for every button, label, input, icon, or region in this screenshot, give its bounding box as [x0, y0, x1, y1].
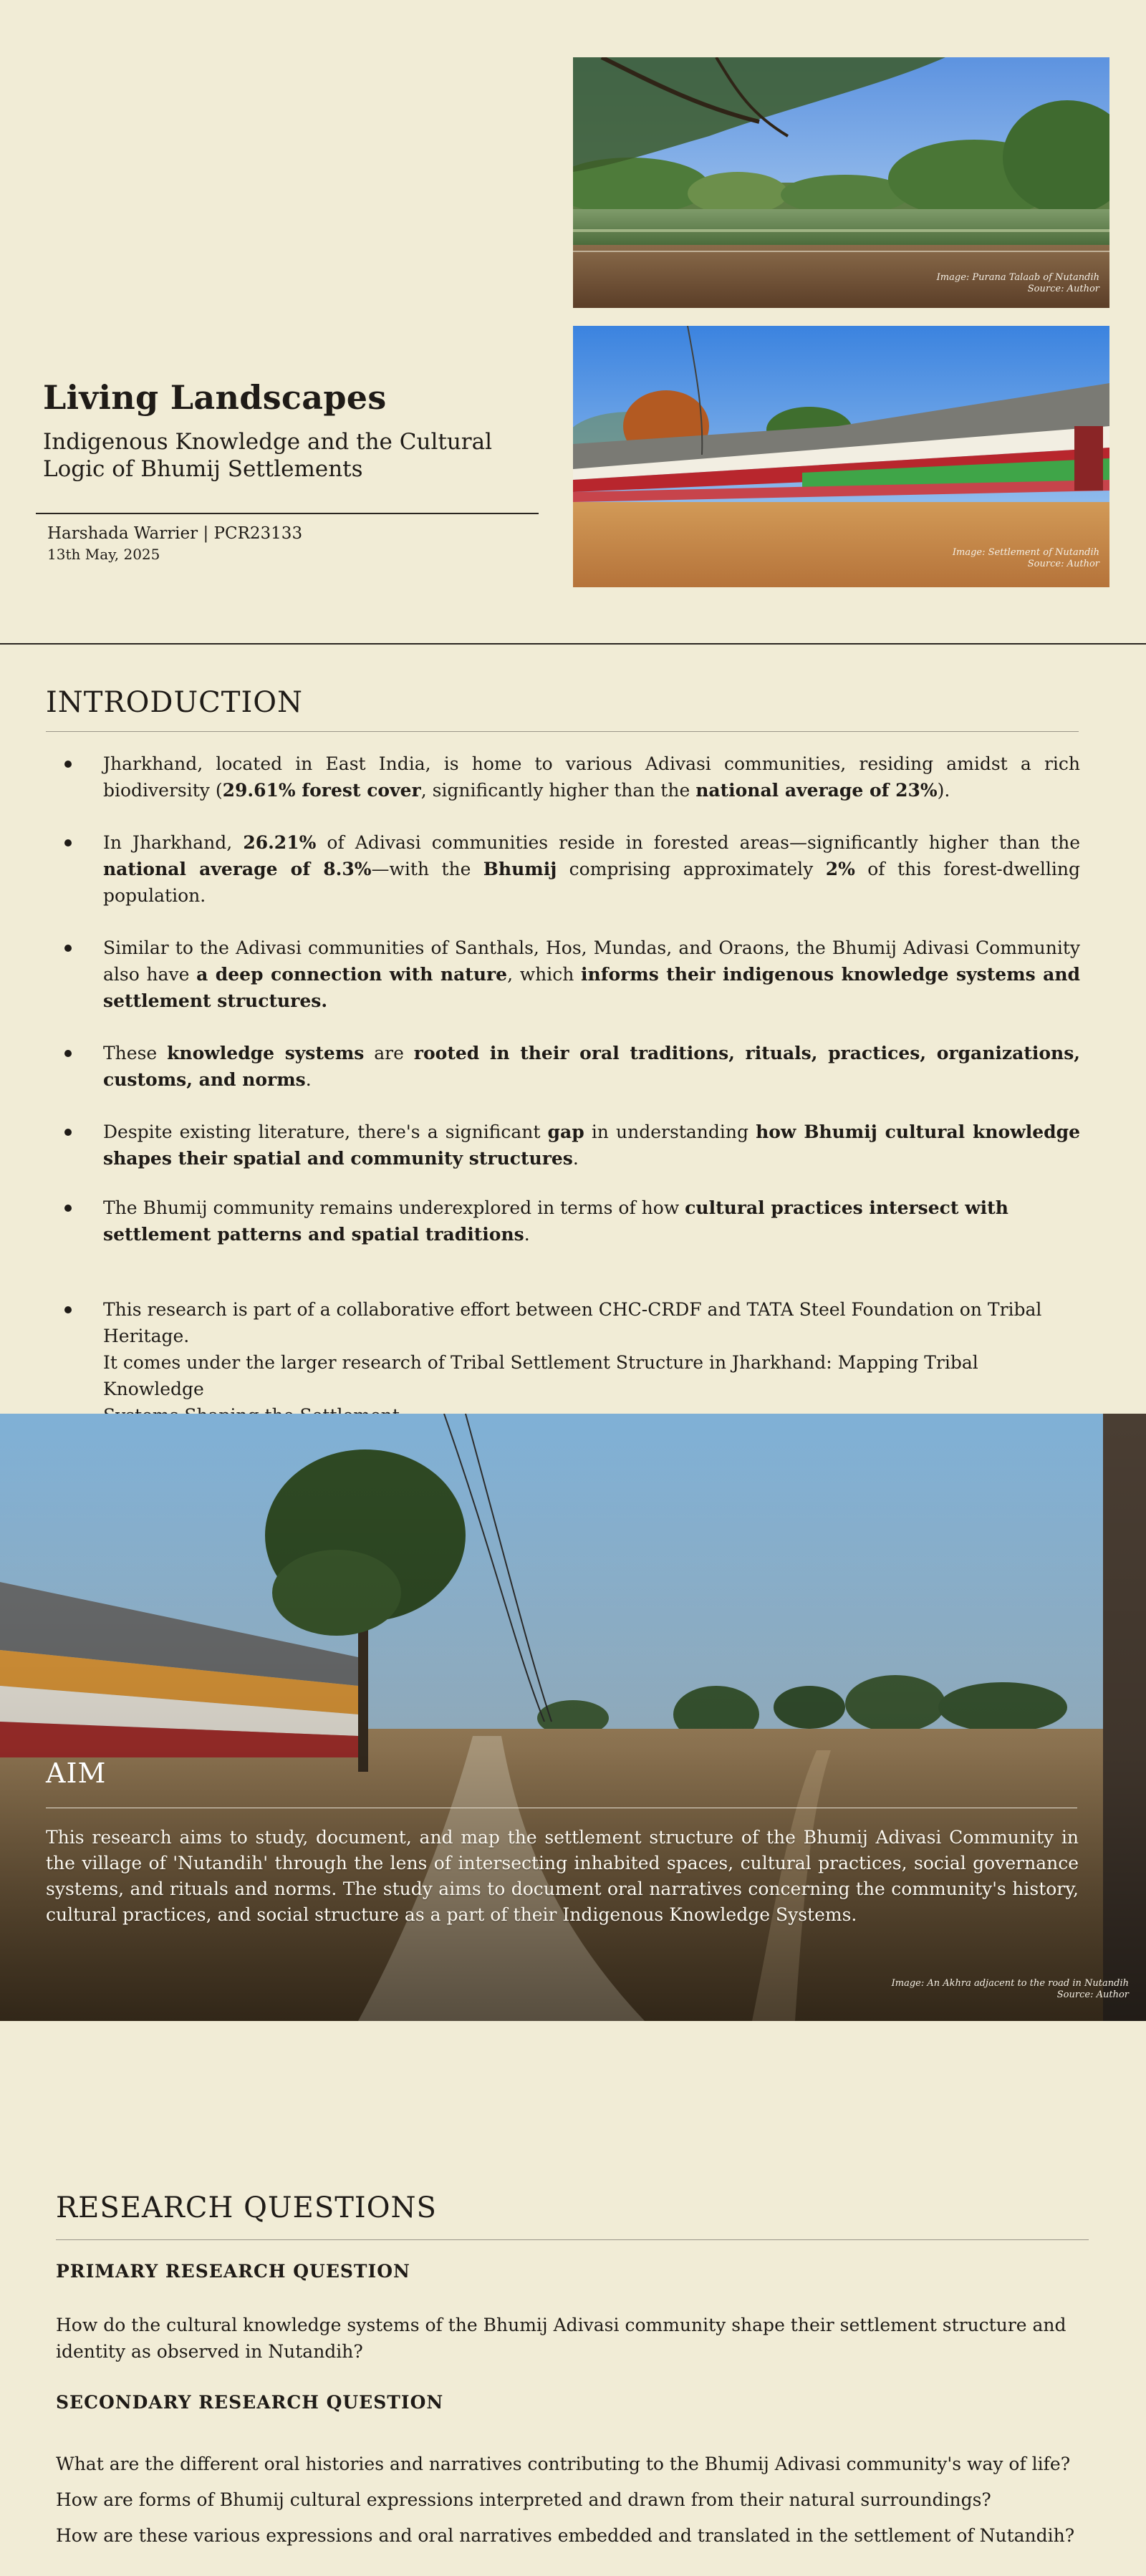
list-item: In Jharkhand, 26.21% of Adivasi communities reside in forested areas—significantly higher than the national average of 8.3%—with the Bhumij comprising approximately 2% of this forest-dwelling population. [62, 829, 1080, 909]
list-item: Similar to the Adivasi communities of Santhals, Hos, Mundas, and Oraons, the Bhumij Adivasi Community also have a deep connection with nature, which informs their indigenous knowledge systems and settlement structures. [62, 935, 1080, 1014]
aim-text: This research aims to study, document, and map the settlement structure of the Bhumij Adivasi Community in the village of 'Nutandih' through the lens of intersecting inhabited spaces, cultural practices, social governance systems, and rituals and norms. The study aims to document oral narratives concerning the community's history, cultural practices, and social structure as a part of their Indigenous Knowledge Systems. [46, 1827, 1079, 1925]
primary-question: How do the cultural knowledge systems of the Bhumij Adivasi community shape their settlement structure and identity as observed in Nutandih? [56, 2315, 1066, 2362]
introduction-list [62, 751, 1080, 1429]
settlement-photo [573, 326, 1109, 587]
secondary-question-heading: SECONDARY RESEARCH QUESTION [56, 2392, 444, 2413]
list-item: These knowledge systems are rooted in their oral traditions, rituals, practices, organizations, customs, and norms. [62, 1040, 1080, 1093]
pond-photo [573, 57, 1109, 308]
aim-background-image [0, 1414, 1146, 2021]
aim-heading: AIM [46, 1757, 107, 1789]
introduction-divider [46, 731, 1079, 732]
pond-caption: Image: Purana Talaab of Nutandih [936, 272, 1099, 283]
research-questions-heading: RESEARCH QUESTIONS [56, 2191, 437, 2224]
settlement-caption-source: Source: Author [1027, 559, 1099, 569]
list-item: Despite existing literature, there's a significant gap in understanding how Bhumij cultural knowledge shapes their spatial and community structures. [62, 1119, 1080, 1172]
secondary-question: How are these various expressions and oral narratives embedded and translated in the settlement of Nutandih? [56, 2525, 1075, 2546]
aim-caption-source: Source: Author [1056, 1989, 1129, 2000]
secondary-question: What are the different oral histories and narratives contributing to the Bhumij Adivasi community's way of life? [56, 2454, 1071, 2474]
author-line: Harshada Warrier | PCR23133 [47, 524, 303, 543]
section-divider [0, 643, 1146, 645]
list-item: This research is part of a collaborative effort between CHC-CRDF and TATA Steel Foundation on Tribal Heritage. It comes under the larger research of Tribal Settlement Structure in Jharkhand: Mapping Tribal Knowledge [62, 1296, 1080, 1429]
secondary-question: How are forms of Bhumij cultural expressions interpreted and drawn from their natural surroundings? [56, 2489, 991, 2510]
title-divider [36, 513, 539, 514]
pond-image [573, 57, 1109, 308]
introduction-heading: INTRODUCTION [46, 686, 304, 719]
research-questions-divider [56, 2239, 1089, 2240]
list-item: Jharkhand, located in East India, is home to various Adivasi communities, residing amidst a rich biodiversity (29.61% forest cover, significantly higher than the national average of 23%). [62, 751, 1080, 804]
page-title: Living Landscapes [43, 378, 387, 417]
settlement-caption: Image: Settlement of Nutandih [952, 547, 1099, 558]
aim-caption: Image: An Akhra adjacent to the road in Nutandih [891, 1978, 1129, 1989]
list-item: The Bhumij community remains underexplored in terms of how cultural practices intersect with settlement patterns and spatial traditions. [62, 1195, 1080, 1248]
primary-question-heading: PRIMARY RESEARCH QUESTION [56, 2261, 410, 2282]
pond-caption-source: Source: Author [1027, 284, 1099, 294]
date-line: 13th May, 2025 [47, 546, 160, 563]
page-subtitle: Indigenous Knowledge and the Cultural Logic of Bhumij Settlements [43, 429, 492, 482]
aim-banner [0, 1414, 1146, 2021]
